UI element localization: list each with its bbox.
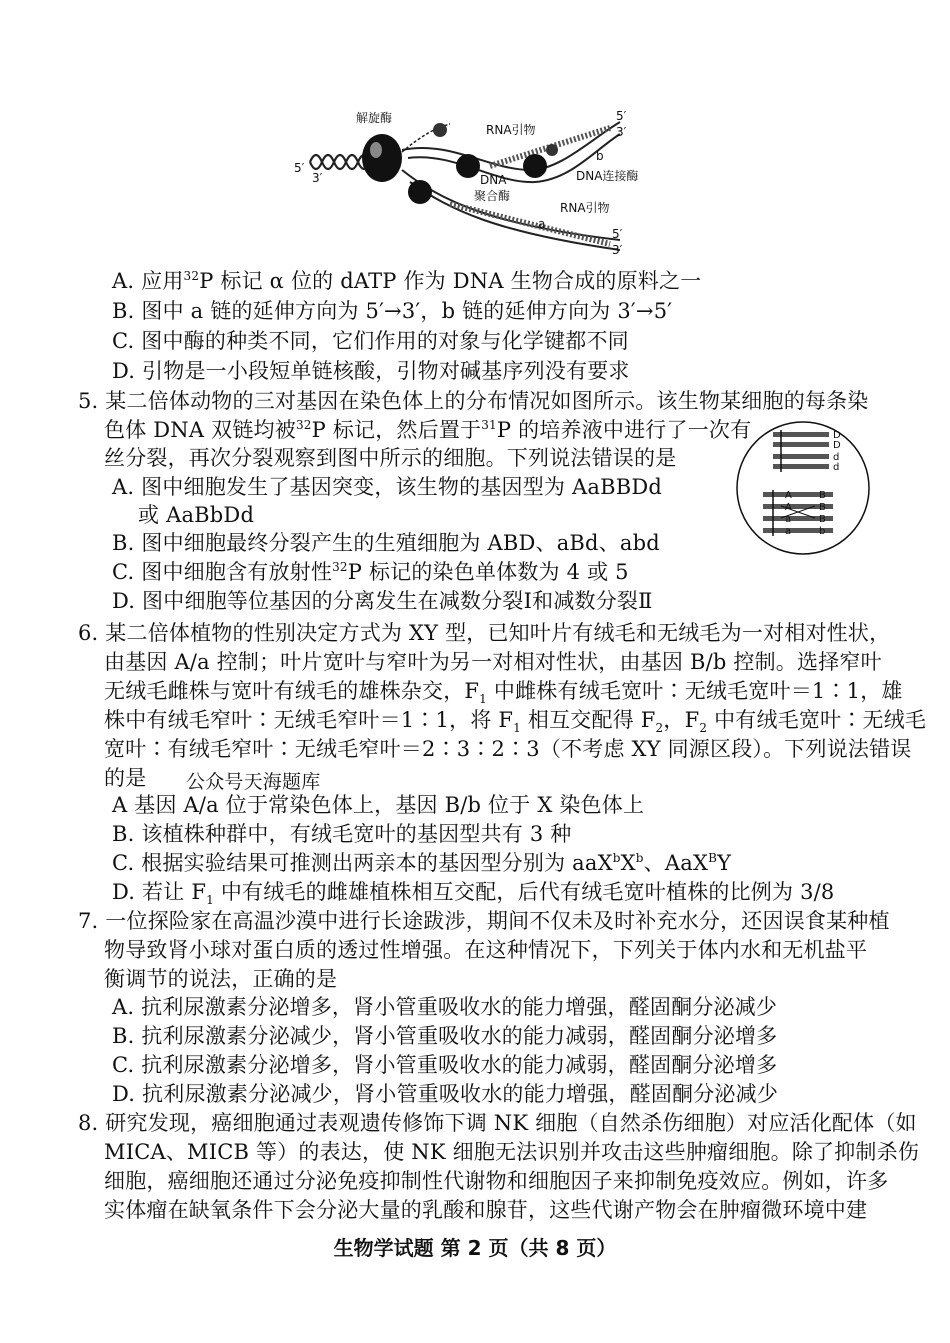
q7-stem-line3: 衡调节的说法，正确的是 xyxy=(104,967,338,991)
q5-option-b: B. 图中细胞最终分裂产生的生殖细胞为 ABD、aBd、abd xyxy=(112,531,660,555)
q7-stem-line2: 物导致肾小球对蛋白质的透过性增强。在这种情况下，下列关于体内水和无机盐平 xyxy=(104,938,868,962)
gene-label: a xyxy=(785,526,792,537)
chain-b-label: b xyxy=(596,149,604,163)
end-5-bottom: 5′ xyxy=(612,227,623,241)
rna-primer-bottom-label: RNA引物 xyxy=(560,201,610,215)
q8-stem-line3: 细胞，癌细胞还通过分泌免疫抑制性代谢物和细胞因子来抑制免疫效应。例如，许多 xyxy=(104,1169,889,1193)
q8-stem-line1: 8. 研究发现，癌细胞通过表观遗传修饰下调 NK 细胞（自然杀伤细胞）对应活化配体（如 xyxy=(78,1111,917,1135)
end-5-left: 5′ xyxy=(294,161,305,175)
q7-option-a: A. 抗利尿激素分泌增多，肾小管重吸收水的能力增强，醛固酮分泌减少 xyxy=(112,995,778,1019)
q4-option-c: C. 图中酶的种类不同，它们作用的对象与化学键都不同 xyxy=(112,329,629,353)
q5-option-a-line1: A. 图中细胞发生了基因突变，该生物的基因型为 AaBBDd xyxy=(112,475,663,499)
gene-label: D xyxy=(833,430,841,441)
q5-stem-line3: 丝分裂，再次分裂观察到图中所示的细胞。下列说法错误的是 xyxy=(104,446,677,470)
cell-diagram xyxy=(733,418,873,558)
gene-label: d xyxy=(833,462,840,473)
gene-label: D xyxy=(833,440,841,451)
gene-label: A xyxy=(785,502,792,513)
q4-option-a: A. 应用$^{32}$P 标记 α 位的 dATP 作为 DNA 生物合成的原料之一 xyxy=(112,269,702,293)
gene-label: a xyxy=(785,514,792,525)
q6-stem-line6: 的是 xyxy=(104,766,147,790)
end-3-top: 3′ xyxy=(616,125,627,139)
q6-option-b: B. 该植株种群中，有绒毛宽叶的基因型共有 3 种 xyxy=(112,822,572,846)
gene-label: b xyxy=(819,526,826,537)
q7-option-d: D. 抗利尿激素分泌减少，肾小管重吸收水的能力增强，醛固酮分泌减少 xyxy=(112,1082,779,1106)
gene-label: B xyxy=(819,514,826,525)
q6-option-a: A 基因 A/a 位于常染色体上，基因 B/b 位于 X 染色体上 xyxy=(112,793,645,817)
dna-polymerase-label-1: DNA xyxy=(480,173,507,187)
q8-stem-line4: 实体瘤在缺氧条件下会分泌大量的乳酸和腺苷，这些代谢产物会在肿瘤微环境中建 xyxy=(104,1198,868,1222)
q6-stem-line2: 由基因 A/a 控制；叶片宽叶与窄叶为另一对相对性状，由基因 B/b 控制。选择窄叶 xyxy=(104,650,882,674)
q6-stem-line1: 6. 某二倍体植物的性别决定方式为 XY 型，已知叶片有绒毛和无绒毛为一对相对性状， xyxy=(78,621,891,645)
helicase-label: 解旋酶 xyxy=(356,111,393,125)
q8-stem-line2: MICA、MICB 等）的表达，使 NK 细胞无法识别并攻击这些肿瘤细胞。除了抑制杀伤 xyxy=(104,1140,920,1164)
q5-option-d: D. 图中细胞等位基因的分离发生在减数分裂Ⅰ和减数分裂Ⅱ xyxy=(112,589,653,613)
rna-primer-top-label: RNA引物 xyxy=(486,123,536,137)
end-3-bottom: 3′ xyxy=(612,243,623,257)
dna-ligase-label: DNA连接酶 xyxy=(576,169,639,183)
q4-option-d: D. 引物是一小段短单链核酸，引物对碱基序列没有要求 xyxy=(112,359,630,383)
watermark: 公众号天海题库 xyxy=(186,771,321,793)
q6-option-c: C. 根据实验结果可推测出两亲本的基因型分别为 $aaX^bX^b$、AaX$^B$Y xyxy=(112,851,732,875)
dna-replication-figure xyxy=(290,100,650,260)
dna-polymerase-label-2: 聚合酶 xyxy=(474,189,511,203)
q4-option-b: B. 图中 a 链的延伸方向为 5′→3′，b 链的延伸方向为 3′→5′ xyxy=(112,299,673,323)
q6-stem-line4: 株中有绒毛窄叶∶无绒毛窄叶＝1∶1，将 $F_1$ 相互交配得 $F_2$，$F_2$ 中有绒毛宽叶∶无绒毛 xyxy=(104,708,927,736)
q7-stem-line1: 7. 一位探险家在高温沙漠中进行长途跋涉，期间不仅未及时补充水分，还因误食某种植 xyxy=(78,909,890,933)
q7-option-b: B. 抗利尿激素分泌减少，肾小管重吸收水的能力减弱，醛固酮分泌增多 xyxy=(112,1024,778,1048)
q6-option-d: D. 若让 $F_1$ 中有绒毛的雌雄植株相互交配，后代有绒毛宽叶植株的比例为 3/8 xyxy=(112,880,835,908)
gene-label: B xyxy=(819,502,826,513)
page-footer: 生物学试题 第 2 页（共 8 页） xyxy=(333,1236,617,1260)
q5-stem-line2: 色体 DNA 双链均被$^{32}$P 标记，然后置于$^{31}$P 的培养液中进行了一次有 xyxy=(104,418,752,442)
gene-label: B xyxy=(819,490,826,501)
q5-option-c: C. 图中细胞含有放射性$^{32}$P 标记的染色单体数为 4 或 5 xyxy=(112,560,629,584)
end-3-left: 3′ xyxy=(312,171,323,185)
gene-label: A xyxy=(785,490,792,501)
q7-option-c: C. 抗利尿激素分泌增多，肾小管重吸收水的能力减弱，醛固酮分泌增多 xyxy=(112,1053,778,1077)
end-5-top: 5′ xyxy=(616,109,627,123)
q6-stem-line3: 无绒毛雌株与宽叶有绒毛的雄株杂交，$F_1$ 中雌株有绒毛宽叶∶无绒毛宽叶＝1∶1，雄 xyxy=(104,679,903,707)
chain-a-label: a xyxy=(538,217,546,231)
q5-stem-line1: 5. 某二倍体动物的三对基因在染色体上的分布情况如图所示。该生物某细胞的每条染 xyxy=(78,389,869,413)
q6-stem-line5: 宽叶∶有绒毛窄叶∶无绒毛窄叶＝2∶3∶2∶3（不考虑 XY 同源区段）。下列说法错误 xyxy=(104,737,912,761)
q5-option-a-line2: 或 AaBbDd xyxy=(138,503,255,527)
gene-label: d xyxy=(833,452,840,463)
